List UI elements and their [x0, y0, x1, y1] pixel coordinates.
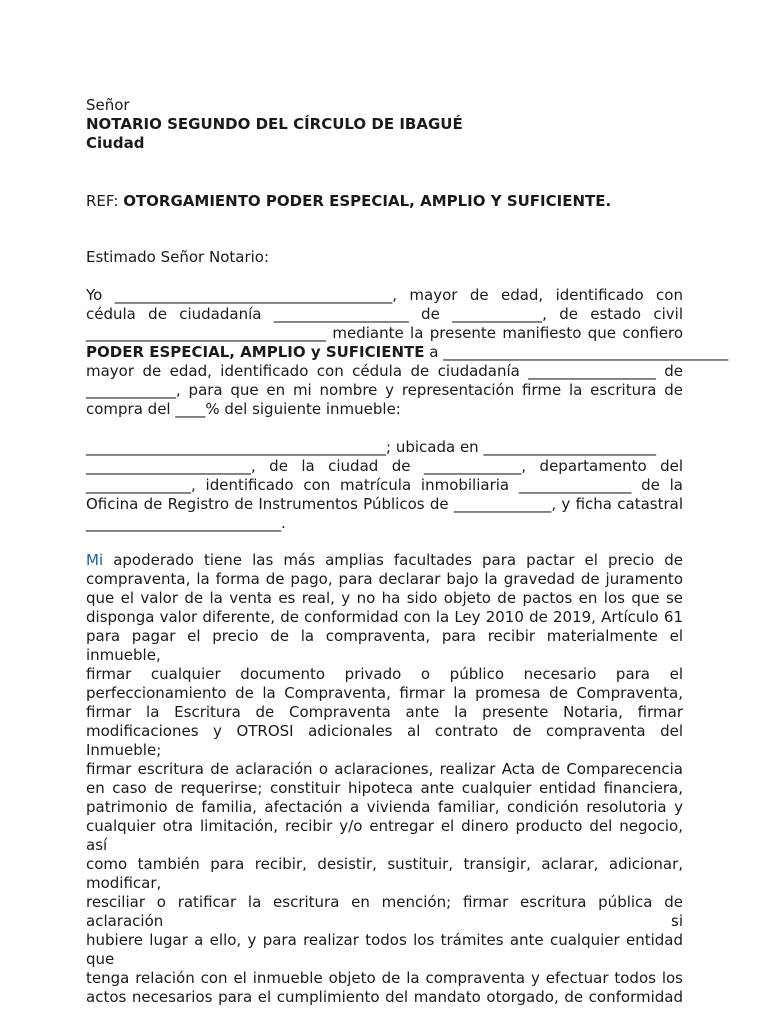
paragraph-line: actos necesarios para el cumplimiento del mandato otorgado, de conformidad — [86, 988, 683, 1006]
paragraph-line: patrimonio de familia, afectación a vivienda familiar, condición resolutoria y — [86, 798, 683, 816]
paragraph-line: resciliar o ratificar la escritura en mención; firmar escritura pública de aclaración si — [86, 893, 683, 930]
paragraph-powers — [86, 551, 683, 1007]
power-type: PODER ESPECIAL, AMPLIO y SUFICIENTE — [86, 343, 425, 361]
reference-text: OTORGAMIENTO PODER ESPECIAL, AMPLIO Y SUFICIENTE. — [123, 192, 612, 210]
paragraph-line: en caso de requerirse; constituir hipoteca ante cualquier entidad financiera, — [86, 779, 683, 797]
paragraph-property — [86, 438, 683, 533]
paragraph-line: firmar la Escritura de Compraventa ante la presente Notaria, firmar — [86, 703, 683, 721]
paragraph-line — [86, 343, 729, 362]
paragraph-line: cédula de ciudadanía __________________ de ____________, de estado civil — [86, 305, 683, 323]
paragraph-line: para pagar el precio de la compraventa, para recibir materialmente el inmueble, — [86, 627, 683, 664]
paragraph-line: ________________________________________; ubicada en _______________________ — [86, 438, 656, 456]
paragraph-line: modificaciones y OTROSI adicionales al contrato de compraventa del Inmueble; — [86, 722, 683, 759]
reference-line — [86, 192, 683, 211]
first-word: Mi — [86, 551, 104, 569]
paragraph-line: ______________________, de la ciudad de _____________, departamento del — [86, 457, 683, 475]
paragraph-line: compraventa, la forma de pago, para declarar bajo la gravedad de juramento — [86, 570, 683, 588]
paragraph-line: hubiere lugar a ello, y para realizar todos los trámites ante cualquier entidad que — [86, 931, 683, 968]
greeting-text: Estimado Señor Notario: — [86, 248, 270, 266]
paragraph-line: __________________________. — [86, 514, 286, 532]
paragraph-line: Oficina de Registro de Instrumentos Públicos de _____________, y ficha catastral — [86, 495, 683, 513]
paragraph-line: ____________, para que en mi nombre y representación firme la escritura de — [86, 381, 683, 399]
reference-label: REF: — [86, 192, 124, 210]
paragraph-line: firmar escritura de aclaración o aclaraciones, realizar Acta de Comparecencia — [86, 760, 683, 778]
greeting — [86, 248, 683, 267]
letter-header — [86, 96, 683, 153]
paragraph-line: perfeccionamiento de la Compraventa, firmar la promesa de Compraventa, — [86, 684, 683, 702]
paragraph-line: ______________, identificado con matrícula inmobiliaria _______________ de la — [86, 476, 683, 494]
paragraph-line: Mi apoderado tiene las más amplias facultades para pactar el precio de — [86, 551, 683, 569]
paragraph-line: que el valor de la venta es real, y no ha sido objeto de pactos en los que se — [86, 589, 683, 607]
paragraph-line: como también para recibir, desistir, sustituir, transigir, aclarar, adicionar, modificar, — [86, 855, 683, 892]
paragraph-line: Yo _____________________________________, mayor de edad, identificado con — [86, 286, 683, 304]
paragraph-line: compra del ____% del siguiente inmueble: — [86, 400, 401, 418]
document-page — [86, 96, 729, 1007]
addressee: NOTARIO SEGUNDO DEL CÍRCULO DE IBAGUÉ — [86, 115, 463, 133]
paragraph-line: ________________________________ mediante la presente manifiesto que confiero — [86, 324, 683, 342]
paragraph-grant — [86, 286, 729, 419]
salutation: Señor — [86, 96, 130, 114]
paragraph-line: disponga valor diferente, de conformidad con la Ley 2010 de 2019, Artículo 61 — [86, 608, 683, 626]
power-recipient: a ______________________________________ — [424, 343, 729, 361]
paragraph-line: cualquier otra limitación, recibir y/o entregar el dinero producto del negocio, así — [86, 817, 683, 854]
paragraph-line: tenga relación con el inmueble objeto de la compraventa y efectuar todos los — [86, 969, 683, 987]
paragraph-line: firmar cualquier documento privado o público necesario para el — [86, 665, 683, 683]
paragraph-line: mayor de edad, identificado con cédula de ciudadanía _________________ de — [86, 362, 683, 380]
city: Ciudad — [86, 134, 145, 152]
